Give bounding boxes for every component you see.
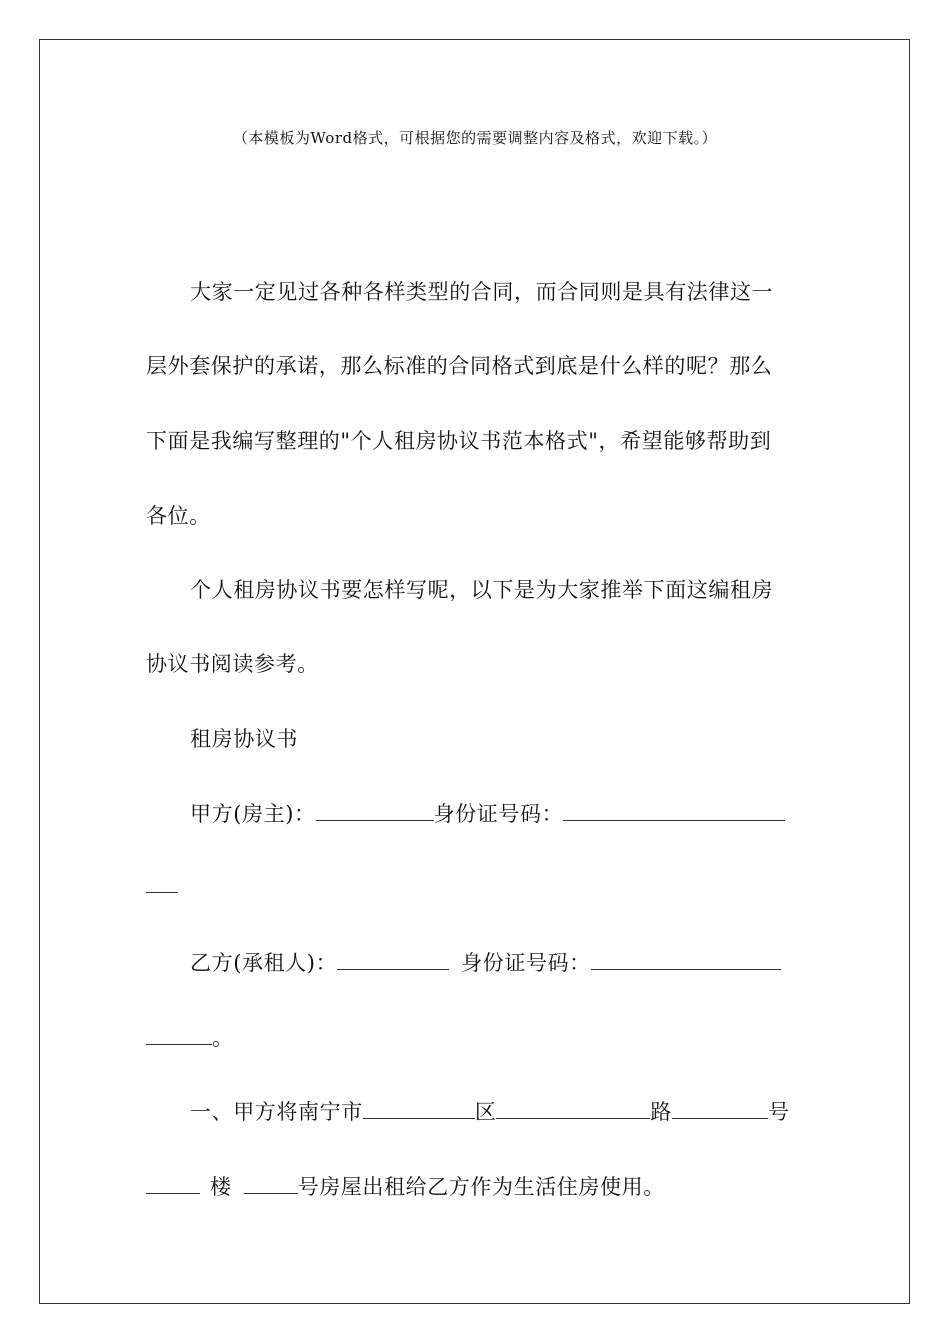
intro-line-3: 下面是我编写整理的"个人租房协议书范本格式"，希望能够帮助到 xyxy=(146,429,772,453)
district-label: 区 xyxy=(474,1100,497,1124)
party-b-id-blank-cont xyxy=(146,1024,212,1045)
intro2-line-2: 协议书阅读参考。 xyxy=(146,652,319,676)
party-b-label: 乙方(承租人)： xyxy=(190,951,338,975)
agreement-title: 租房协议书 xyxy=(190,727,298,751)
building-label: 楼 xyxy=(210,1175,232,1199)
intro-line-4: 各位。 xyxy=(146,504,211,528)
district-blank xyxy=(363,1098,475,1119)
clause-1-line-cont xyxy=(146,1171,665,1201)
intro-line-2: 层外套保护的承诺，那么标准的合同格式到底是什么样的呢？那么 xyxy=(146,354,773,378)
number-blank xyxy=(672,1098,768,1119)
party-a-line xyxy=(190,798,785,828)
party-b-name-blank xyxy=(337,949,449,970)
road-blank xyxy=(496,1098,650,1119)
building-blank xyxy=(146,1173,200,1194)
party-a-id-blank xyxy=(563,800,785,821)
party-a-id-blank-cont xyxy=(146,872,178,893)
party-b-id-label: 身份证号码： xyxy=(461,951,591,975)
number-label: 号 xyxy=(768,1100,790,1124)
party-b-id-blank xyxy=(591,949,781,970)
party-a-id-label: 身份证号码： xyxy=(433,802,564,826)
header-note: （本模板为Word格式，可根据您的需要调整内容及格式，欢迎下载。） xyxy=(232,129,718,147)
party-a-label: 甲方(房主)： xyxy=(190,802,316,826)
intro2-line-1: 个人租房协议书要怎样写呢，以下是为大家推举下面这编租房 xyxy=(190,578,774,602)
intro-line-1: 大家一定见过各种各样类型的合同，而合同则是具有法律这一 xyxy=(190,280,774,304)
road-label: 路 xyxy=(650,1100,673,1124)
party-b-line-cont xyxy=(146,1022,234,1052)
clause-1-line xyxy=(190,1096,790,1126)
party-a-line-cont xyxy=(146,872,178,898)
party-a-name-blank xyxy=(316,800,434,821)
room-blank xyxy=(244,1173,298,1194)
clause-1-suffix: 号房屋出租给乙方作为生活住房使用。 xyxy=(297,1175,665,1199)
clause-1-prefix: 一、甲方将南宁市 xyxy=(190,1100,363,1124)
party-b-line xyxy=(190,947,781,977)
party-b-end-mark: 。 xyxy=(212,1026,234,1050)
